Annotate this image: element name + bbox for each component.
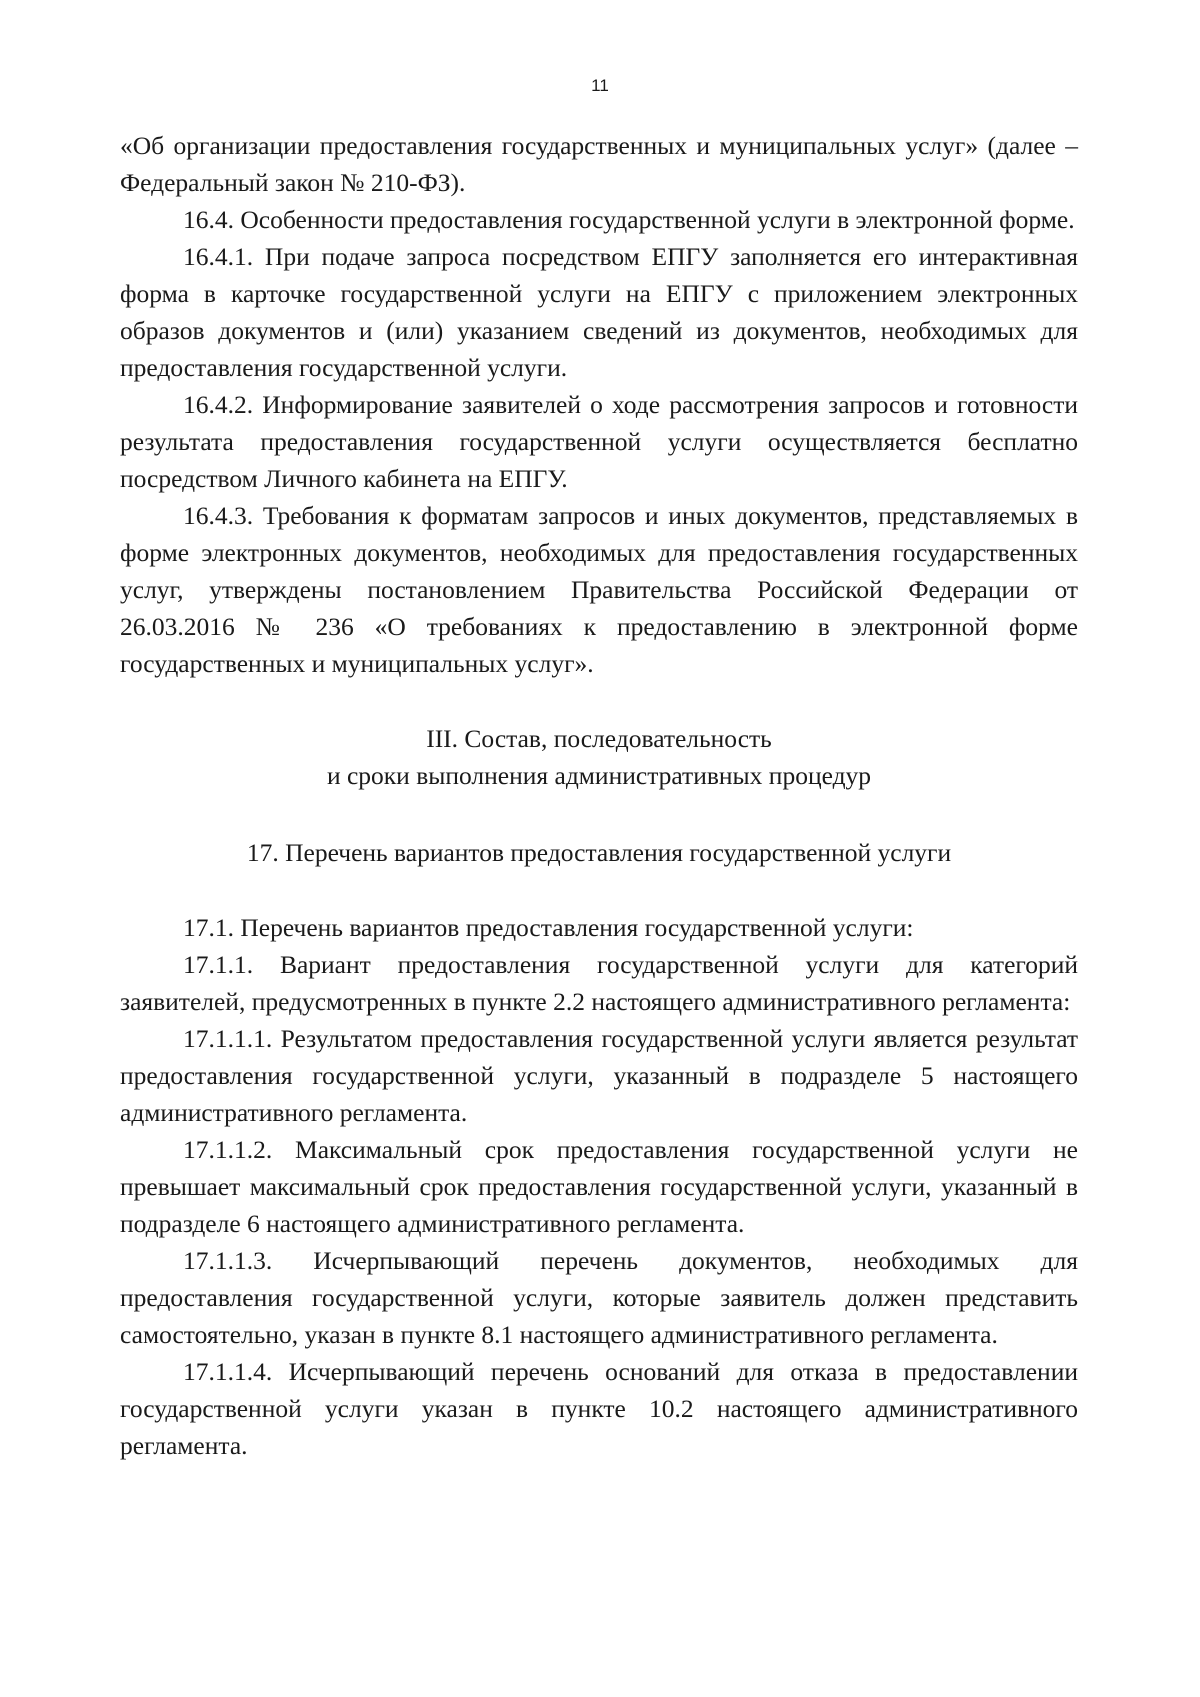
section-heading-line-2: и сроки выполнения административных процедур <box>326 761 872 790</box>
variants-list <box>120 909 1078 1464</box>
paragraph-16-4-2: 16.4.2. Информирование заявителей о ходе рассмотрения запросов и готовности результата предоставления государственной услуги осуществляется бесплатно посредством Личного кабинета на ЕПГУ. <box>120 390 1078 493</box>
paragraph-17-1-1-1: 17.1.1.1. Результатом предоставления государственной услуги является результат предоставления государственной услуги, указанный в подразделе 5 настоящего административного регламента. <box>120 1024 1078 1127</box>
paragraph-law-reference: «Об организации предоставления государственных и муниципальных услуг» (далее – Федеральный закон № 210-ФЗ). <box>120 131 1078 197</box>
paragraph-16-4: 16.4. Особенности предоставления государственной услуги в электронной форме. <box>183 205 1075 234</box>
document-body <box>120 127 1078 1464</box>
section-heading <box>120 720 1078 794</box>
paragraph-17-1-1-3: 17.1.1.3. Исчерпывающий перечень документов, необходимых для предоставления государственной услуги, которые заявитель должен представить самостоятельно, указан в пункте 8.1 настоящего административного регламента. <box>120 1246 1078 1349</box>
paragraph-16-4-3: 16.4.3. Требования к форматам запросов и иных документов, представляемых в форме электронных документов, необходимых для предоставления государственных услуг, утверждены постановлением Правительства Российской Федерации от 26.03.2016 № 236 «О требованиях к предоставлению в электронной форме государственных и муниципальных услуг». <box>120 501 1078 678</box>
paragraph-17-1-1-4: 17.1.1.4. Исчерпывающий перечень оснований для отказа в предоставлении государственной услуги указан в пункте 10.2 настоящего административного регламента. <box>120 1357 1078 1460</box>
paragraph-17-1-1: 17.1.1. Вариант предоставления государственной услуги для категорий заявителей, предусмотренных в пункте 2.2 настоящего административного регламента: <box>120 950 1078 1016</box>
paragraph-17-1: 17.1. Перечень вариантов предоставления государственной услуги: <box>183 913 914 942</box>
paragraph-17-1-1-2: 17.1.1.2. Максимальный срок предоставления государственной услуги не превышает максимальный срок предоставления государственной услуги, указанный в подразделе 6 настоящего административного регламента. <box>120 1135 1078 1238</box>
subsection-heading: 17. Перечень вариантов предоставления государственной услуги <box>246 838 952 867</box>
paragraph-16-4-1: 16.4.1. При подаче запроса посредством ЕПГУ заполняется его интерактивная форма в карточке государственной услуги на ЕПГУ с приложением электронных образов документов и (или) указанием сведений из документов, необходимых для предоставления государственной услуги. <box>120 242 1078 382</box>
section-heading-line-1: III. Состав, последовательность <box>426 724 772 753</box>
page-number: 11 <box>591 76 609 95</box>
